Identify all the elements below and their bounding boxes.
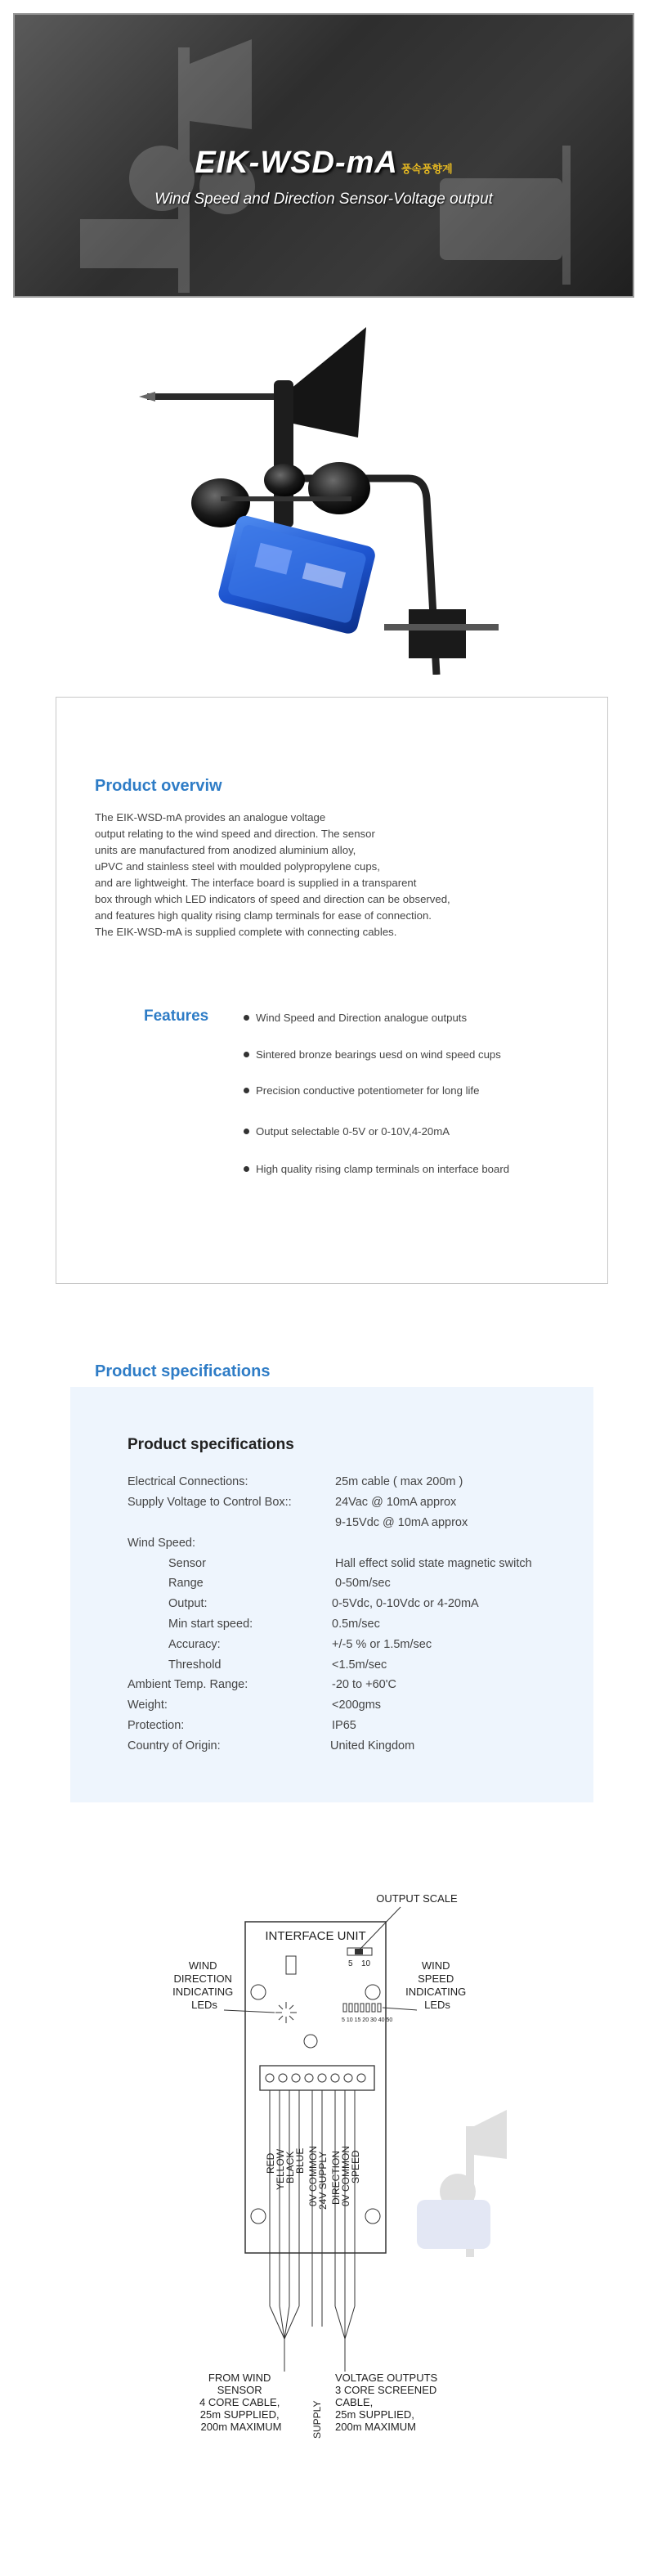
- wire-label: 0V COMMON: [340, 2145, 351, 2206]
- speed-leds-callout: WIND SPEED INDICATING LEDs: [405, 1959, 467, 2011]
- feature-item: Precision conductive potentiometer for long life: [244, 1084, 479, 1097]
- banner-subtitle: Wind Speed and Direction Sensor-Voltage output: [154, 191, 493, 208]
- from-wind-sensor-label: FROM WIND SENSOR 4 CORE CABLE, 25m SUPPLIED, 200m MAXIMUM: [199, 2372, 282, 2433]
- wires: [270, 2090, 355, 2372]
- banner-korean-subtitle: 풍속풍향계: [401, 163, 453, 175]
- overview-paragraph: The EIK-WSD-mA provides an analogue voltage output relating to the wind speed and direction. The sensor units are manufactured from anodized aluminium alloy, uPVC and stainless steel with moulded polypropylene cups, and are lightweight. The interface board is supplied in a transparent box through which LED indicators of speed and direction can be observed, and features high quality rising clamp terminals for ease of connection. The EIK-WSD-mA is supplied complete with connecting cables.: [95, 811, 450, 938]
- spec-value: United Kingdom: [330, 1739, 415, 1752]
- spec-label: Sensor: [168, 1557, 206, 1570]
- specifications-title: Product specifications: [128, 1436, 294, 1453]
- bullet-icon: [244, 1015, 249, 1021]
- wire-label: YELLOW: [275, 2148, 286, 2190]
- spec-label: Range: [168, 1577, 204, 1590]
- wire-label: 0V COMMON: [307, 2145, 319, 2206]
- wire-label: BLACK: [284, 2151, 296, 2183]
- output-scale-label: OUTPUT SCALE: [376, 1892, 458, 1905]
- spec-label: Output:: [168, 1597, 208, 1610]
- spec-value: <1.5m/sec: [332, 1658, 387, 1672]
- scale-5-label: 5: [348, 1959, 353, 1968]
- spec-value: 25m cable ( max 200m ): [335, 1475, 463, 1488]
- bullet-icon: [244, 1052, 249, 1057]
- interface-unit-label: INTERFACE UNIT: [265, 1929, 366, 1943]
- spec-label: Supply Voltage to Control Box::: [128, 1496, 292, 1509]
- bullet-icon: [244, 1129, 249, 1134]
- spec-value: 24Vac @ 10mA approx: [335, 1496, 457, 1509]
- spec-value: <200gms: [332, 1699, 382, 1712]
- speed-led-bar: [343, 2004, 381, 2012]
- spec-value: -20 to +60'C: [332, 1678, 396, 1691]
- wire-label: SPEED: [350, 2150, 361, 2183]
- spec-value: Hall effect solid state magnetic switch: [335, 1557, 532, 1570]
- bullet-icon: [244, 1088, 249, 1093]
- spec-label: Min start speed:: [168, 1618, 253, 1631]
- spec-label: Accuracy:: [168, 1638, 221, 1651]
- spec-value: IP65: [332, 1719, 356, 1732]
- wire-label: DIRECTION: [330, 2151, 342, 2205]
- spec-label: Wind Speed:: [128, 1537, 196, 1550]
- banner-title: EIK-WSD-mA: [195, 146, 398, 180]
- feature-item: Sintered bronze bearings uesd on wind speed cups: [244, 1048, 501, 1061]
- supply-label: SUPPLY: [311, 2400, 323, 2439]
- direction-led-ring: [275, 2002, 297, 2023]
- spec-label: Threshold: [168, 1658, 222, 1672]
- spec-value: 0-5Vdc, 0-10Vdc or 4-20mA: [332, 1597, 479, 1610]
- spec-label: Electrical Connections:: [128, 1475, 248, 1488]
- wire-label: BLUE: [294, 2147, 306, 2174]
- features-heading: Features: [144, 1008, 209, 1025]
- spec-label: Weight:: [128, 1699, 168, 1712]
- spec-value: 0.5m/sec: [332, 1618, 380, 1631]
- feature-item: Wind Speed and Direction analogue outputs: [244, 1012, 467, 1024]
- spec-label: Country of Origin:: [128, 1739, 221, 1752]
- spec-value: +/-5 % or 1.5m/sec: [332, 1638, 432, 1651]
- spec-label: Protection:: [128, 1719, 185, 1732]
- overview-heading: Product overviw: [95, 777, 222, 795]
- scale-10-label: 10: [361, 1959, 371, 1968]
- feature-item: Output selectable 0-5V or 0-10V,4-20mA: [244, 1125, 450, 1138]
- bullet-icon: [244, 1166, 249, 1172]
- spec-value: 9-15Vdc @ 10mA approx: [335, 1516, 468, 1529]
- spec-label: Ambient Temp. Range:: [128, 1678, 248, 1691]
- diagram-background-graphic: [417, 2110, 507, 2257]
- wire-label: 24V SUPPLY: [317, 2151, 329, 2210]
- header-banner: [13, 13, 634, 298]
- wire-label: RED: [265, 2152, 276, 2174]
- banner-title-line: [15, 146, 633, 181]
- speed-scale-label: 5 10 15 20 30 40 50: [342, 2017, 393, 2023]
- spec-value: 0-50m/sec: [335, 1577, 391, 1590]
- feature-item: High quality rising clamp terminals on interface board: [244, 1163, 509, 1175]
- voltage-outputs-label: VOLTAGE OUTPUTS 3 CORE SCREENED CABLE, 25m SUPPLIED, 200m MAXIMUM: [335, 2372, 438, 2433]
- wiring-diagram: [139, 1881, 515, 2453]
- terminal-screws: [266, 2074, 365, 2082]
- product-photo: [139, 315, 515, 675]
- specifications-heading: Product specifications: [95, 1362, 271, 1380]
- direction-leds-callout: WIND DIRECTION INDICATING LEDs: [172, 1959, 234, 2011]
